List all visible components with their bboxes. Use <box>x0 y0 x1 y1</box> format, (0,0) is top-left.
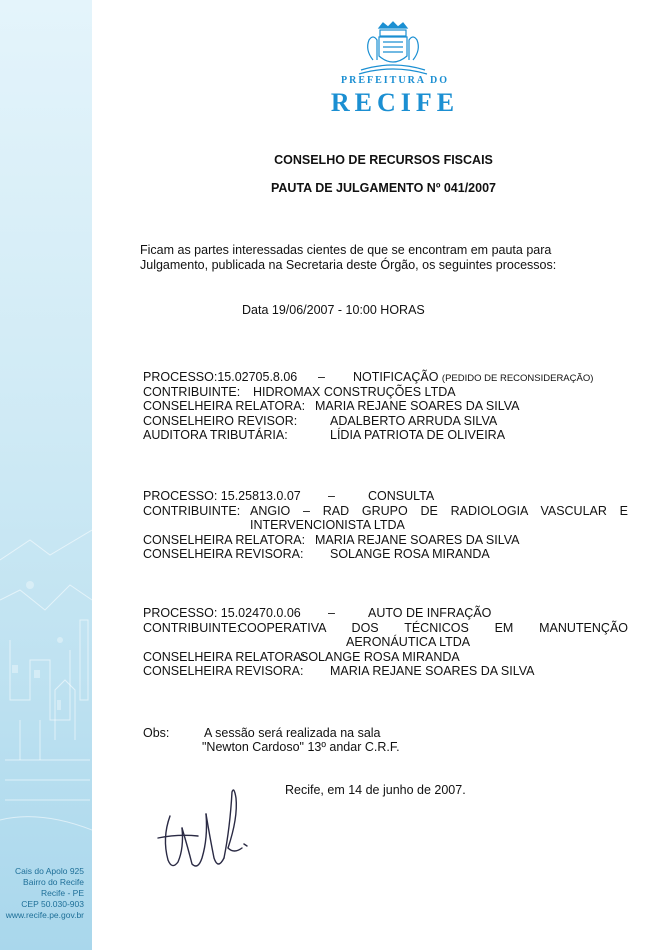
field-label: CONTRIBUINTE: <box>143 620 241 635</box>
field-label: CONTRIBUINTE: <box>143 384 241 399</box>
field-label: CONSELHEIRA RELATORA: <box>143 399 306 414</box>
process-number: PROCESSO: 15.25813.0.07 <box>143 489 301 503</box>
intro-line: Ficam as partes interessadas cientes de que se encontram em pauta para <box>140 243 552 257</box>
address-website: www.recife.pe.gov.br <box>5 910 84 920</box>
field-value: MARIA REJANE SOARES DA SILVA <box>330 664 535 679</box>
process-block <box>143 489 628 562</box>
field-label: CONSELHEIRO REVISOR: <box>143 413 298 428</box>
field-value: ADALBERTO ARRUDA SILVA <box>330 413 498 428</box>
document-title: CONSELHO DE RECURSOS FISCAIS <box>274 153 493 167</box>
intro-line: Julgamento, publicada na Secretaria deste Órgão, os seguintes processos: <box>140 258 557 272</box>
document-subtitle: PAUTA DE JULGAMENTO Nº 041/2007 <box>271 181 496 195</box>
contribuinte-continuation-row <box>143 518 628 533</box>
field-label: CONSELHEIRA RELATORA: <box>143 649 306 664</box>
relator-row <box>143 650 628 665</box>
process-number: PROCESSO: 15.02470.0.06 <box>143 606 301 620</box>
auditor-row <box>143 428 628 443</box>
process-type: CONSULTA <box>368 489 435 503</box>
address-line: Recife - PE <box>41 888 84 898</box>
field-value: AERONÁUTICA LTDA <box>346 635 471 650</box>
signature-icon <box>148 778 258 878</box>
field-value: MARIA REJANE SOARES DA SILVA <box>315 532 520 547</box>
address-line: Bairro do Recife <box>23 877 84 887</box>
process-dash: – <box>328 606 335 620</box>
field-value: COOPERATIVA DOS TÉCNICOS EM MANUTENÇÃO <box>238 620 628 635</box>
field-label: CONSELHEIRA REVISORA: <box>143 664 304 679</box>
process-number: PROCESSO:15.02705.8.06 <box>143 370 298 384</box>
process-header-row <box>143 370 628 385</box>
obs-line: A sessão será realizada na sala <box>204 726 381 740</box>
field-label: CONSELHEIRA REVISORA: <box>143 547 304 562</box>
field-value: LÍDIA PATRIOTA DE OLIVEIRA <box>330 428 506 443</box>
process-header-row <box>143 606 628 621</box>
intro-paragraph <box>140 243 556 273</box>
contribuinte-row <box>143 621 628 636</box>
process-dash: – <box>318 370 325 384</box>
process-type: AUTO DE INFRAÇÃO <box>368 606 492 620</box>
revisor-row <box>143 664 628 679</box>
field-label: CONTRIBUINTE: <box>143 503 241 518</box>
field-value: MARIA REJANE SOARES DA SILVA <box>315 399 520 414</box>
recife-logotype: RECIFE <box>330 88 460 117</box>
process-type-note: (PEDIDO DE RECONSIDERAÇÃO) <box>441 373 594 384</box>
field-value: SOLANGE ROSA MIRANDA <box>300 649 460 664</box>
field-label: AUDITORA TRIBUTÁRIA: <box>143 428 288 443</box>
obs-line: "Newton Cardoso" 13º andar C.R.F. <box>202 740 400 754</box>
field-value: ANGIO – RAD GRUPO DE RADIOLOGIA VASCULAR E <box>250 503 628 518</box>
obs-label: Obs: <box>143 726 170 740</box>
sidebar-watermark <box>0 0 92 950</box>
process-header-row <box>143 489 628 504</box>
process-block <box>143 606 628 679</box>
field-value: HIDROMAX CONSTRUÇÕES LTDA <box>253 384 456 399</box>
revisor-row <box>143 547 628 562</box>
process-block <box>143 370 628 443</box>
contribuinte-continuation-row <box>143 635 628 650</box>
field-label: CONSELHEIRA RELATORA: <box>143 532 306 547</box>
relator-row <box>143 533 628 548</box>
contribuinte-row <box>143 504 628 519</box>
field-value: SOLANGE ROSA MIRANDA <box>330 547 490 562</box>
contribuinte-row <box>143 385 628 400</box>
address-line: Cais do Apolo 925 <box>15 866 84 876</box>
process-dash: – <box>328 489 335 503</box>
city-watermark-icon <box>0 0 92 950</box>
place-date: Recife, em 14 de junho de 2007. <box>285 783 466 797</box>
session-date: Data 19/06/2007 - 10:00 HORAS <box>242 303 425 317</box>
process-type-label: NOTIFICAÇÃO <box>353 370 439 384</box>
prefeitura-label: PREFEITURA DO <box>341 75 449 86</box>
address-block <box>0 866 92 921</box>
field-value: INTERVENCIONISTA LTDA <box>250 518 405 533</box>
coat-of-arms-icon <box>355 20 431 78</box>
revisor-row <box>143 414 628 429</box>
address-line: CEP 50.030-903 <box>21 899 84 909</box>
relator-row <box>143 399 628 414</box>
